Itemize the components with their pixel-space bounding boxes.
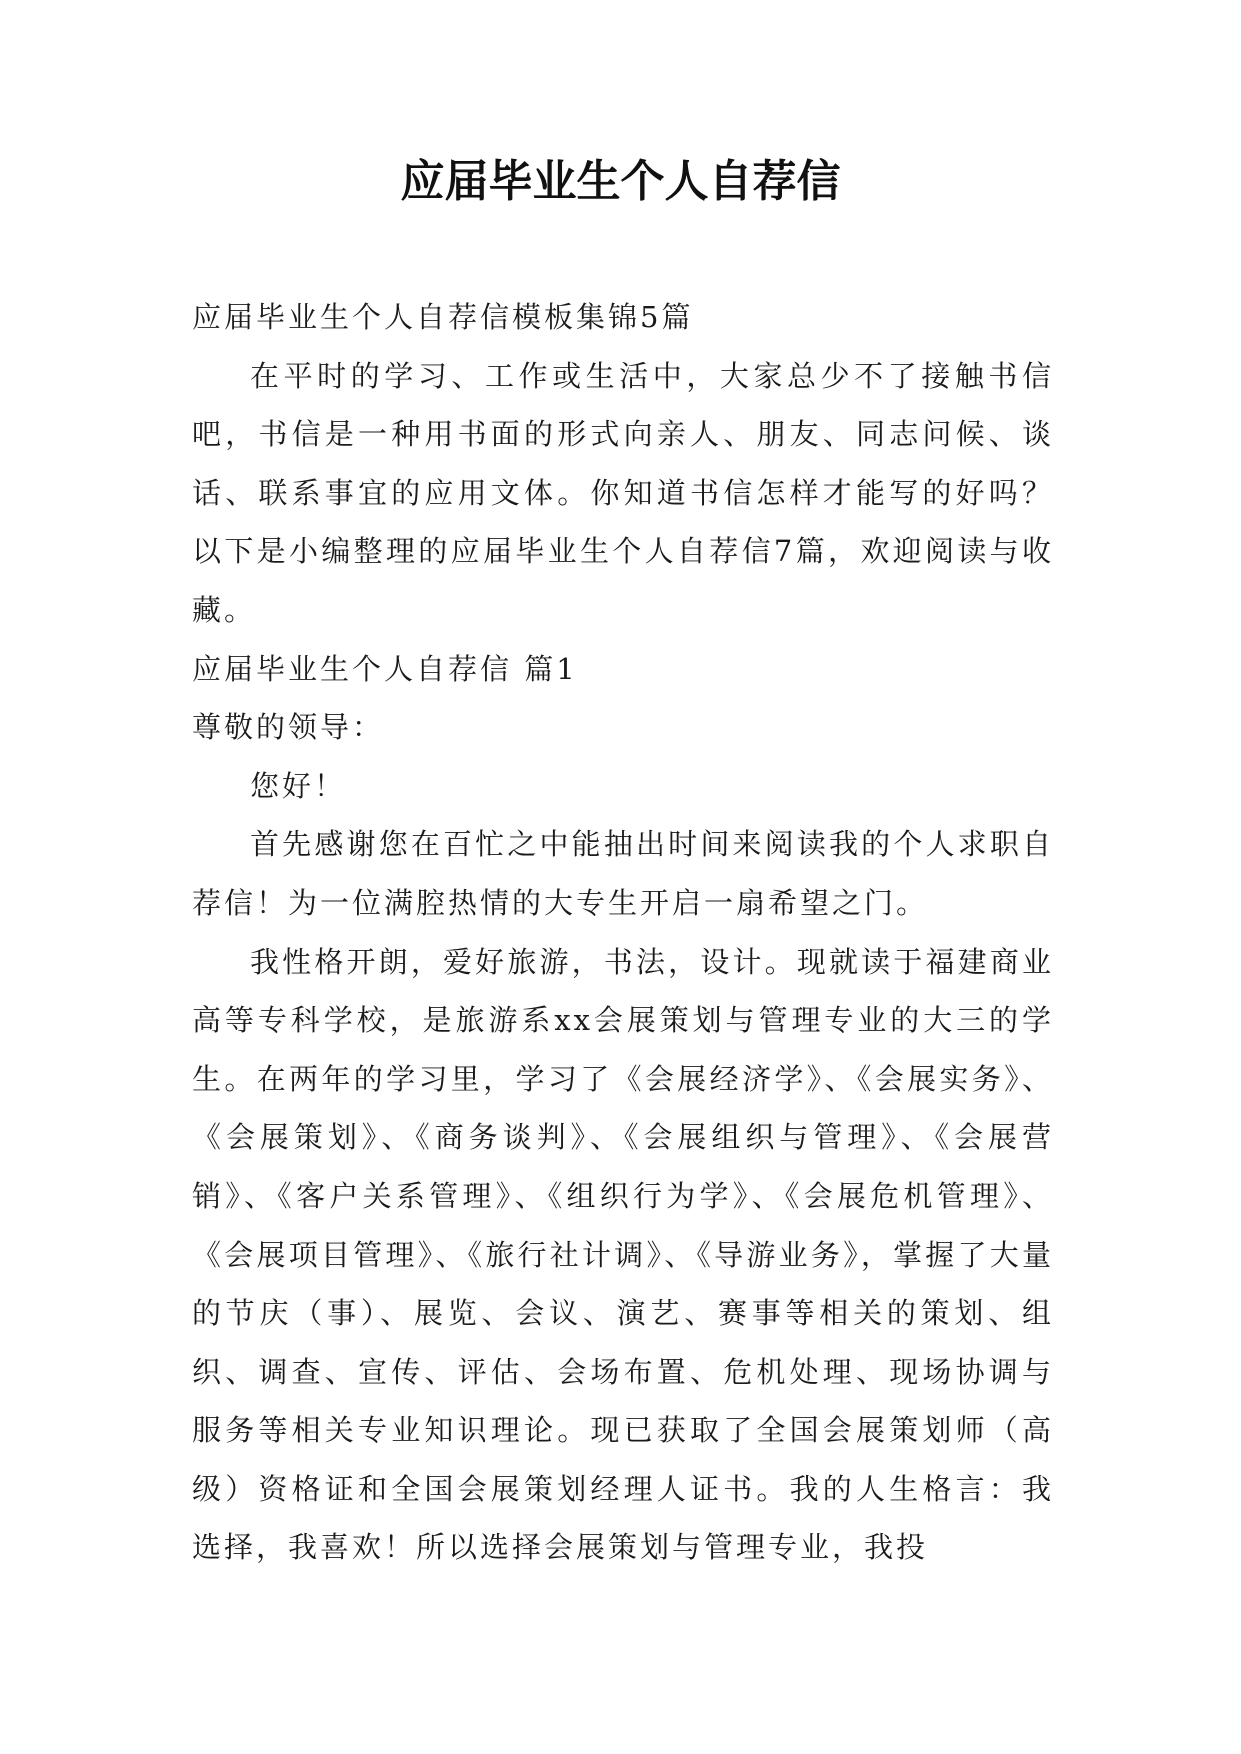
document-title: 应届毕业生个人自荐信 — [400, 156, 841, 207]
intro-paragraph: 在平时的学习、工作或生活中，大家总少不了接触书信吧，书信是一种用书面的形式向亲人、朋友、同志问候、谈话、联系事宜的应用文体。你知道书信怎样才能写的好吗？以下是小编整理的应届毕业生个人自荐信7篇，欢迎阅读与收藏。 — [192, 358, 1054, 627]
greeting: 您好！ — [250, 768, 347, 803]
salutation: 尊敬的领导： — [192, 710, 385, 745]
document-body — [192, 288, 1054, 1577]
subtitle-line: 应届毕业生个人自荐信模板集锦5篇 — [192, 300, 694, 334]
body-paragraph: 首先感谢您在百忙之中能抽出时间来阅读我的个人求职自荐信！为一位满腔热情的大专生开启一扇希望之门。 — [192, 827, 1054, 920]
section-heading: 应届毕业生个人自荐信 篇1 — [192, 651, 578, 686]
body-paragraph: 我性格开朗，爱好旅游，书法，设计。现就读于福建商业高等专科学校，是旅游系xx会展策划与管理专业的大三的学生。在两年的学习里，学习了《会展经济学》、《会展实务》、《会展策划》、《商务谈判》、《会展组织与管理》、《会展营销》、《客户关系管理》、《组织行为学》、《会展危机管理》、《会展项目管理》、《旅行社计调》、《导游业务》，掌握了大量的节庆（事）、展览、会议、演艺、赛事等相关的策划、组织、调查、宣传、评估、会场布置、危机处理、现场协调与服务等相关专业知识理论。现已获取了全国会展策划师（高级）资格证和全国会展策划经理人证书。我的人生格言：我选择，我喜欢！所以选择会展策划与管理专业，我投 — [192, 944, 1054, 1565]
